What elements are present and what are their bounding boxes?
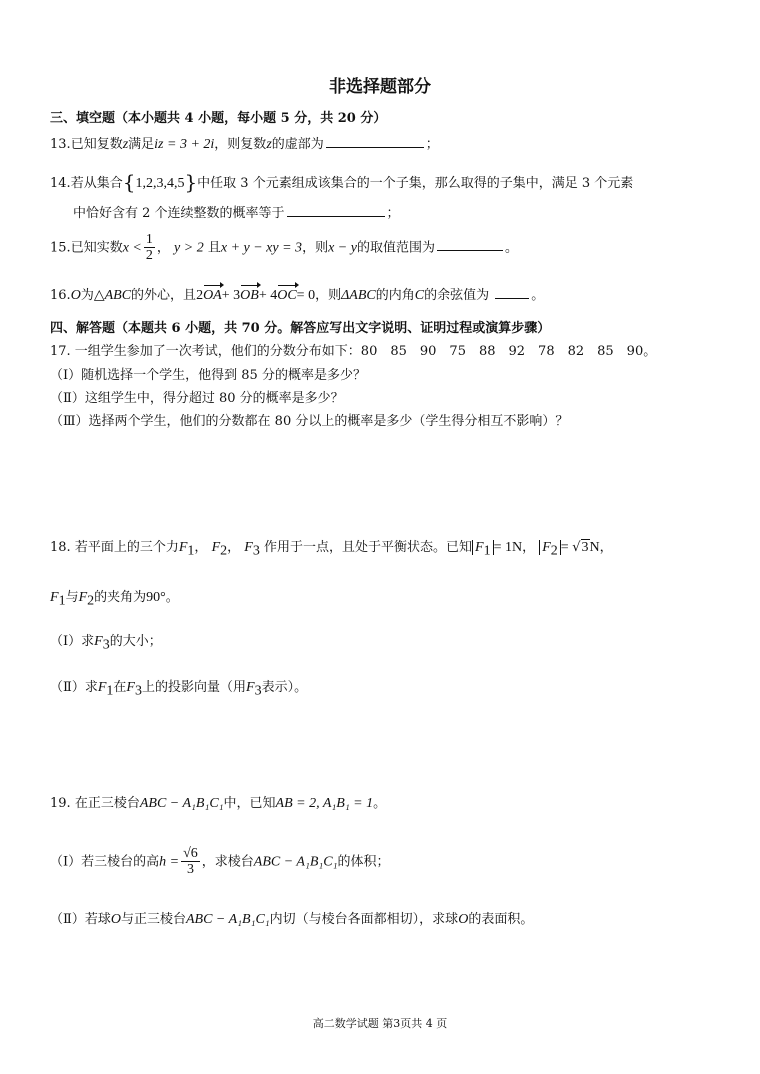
question-16: 16.O为△ABC的外心，且2OA+ 3OB+ 4OC= 0，则ΔABC的内角C的余弦值为 。 xyxy=(50,288,545,303)
question-17-part1: （Ⅰ）随机选择一个学生，他得到 85 分的概率是多少？ xyxy=(50,368,366,383)
answer-blank xyxy=(326,146,424,148)
question-14-line1: 14.若从集合{1,2,3,4,5}中任取 3 个元素组成该集合的一个子集，那么取得的子集中，满足 3 个元素 xyxy=(50,170,634,194)
question-17-part2: （Ⅱ）这组学生中，得分超过 80 分的概率是多少？ xyxy=(50,391,344,406)
page-footer: 高二数学试题 第3页共 4 页 xyxy=(312,1017,448,1030)
question-14-line2: 中恰好含有 2 个连续整数的概率等于 ； xyxy=(73,206,400,221)
fraction-root6-over-3: $\frac{√6}{3}$ xyxy=(183,846,198,878)
page-title: 非选择题部分 xyxy=(329,77,431,97)
fraction-one-half: $\frac{1}{2}$ xyxy=(145,232,153,264)
question-18-line2: $F_1$与$F_2$的夹角为90°。 xyxy=(50,590,179,609)
question-19-stem: 19. 在正三棱台ABC − A₁B₁C₁中，已知AB = 2, A₁B₁ = 1。 xyxy=(50,796,387,811)
section-3-heading: 三、填空题（本小题共 4 小题，每小题 5 分，共 20 分） xyxy=(50,111,387,126)
question-17-stem: 17. 一组学生参加了一次考试，他们的分数分布如下：80 85 90 75 88 92 78 82 85 90。 xyxy=(50,344,657,359)
question-13: 13.已知复数z满足iz = 3 + 2i，则复数z的虚部为 ； xyxy=(50,137,439,152)
answer-blank xyxy=(287,215,385,217)
question-18-part2: （Ⅱ）求$F_1$在$F_3$上的投影向量（用$F_3$表示）。 xyxy=(50,680,308,699)
question-15: 15.已知实数x < $\frac{1}{2}$ ， y > 2 且x + y − xy = 3，则x − y的取值范围为 。 xyxy=(50,232,518,264)
section-4-heading: 四、解答题（本题共 6 小题，共 70 分。解答应写出文字说明、证明过程或演算步骤） xyxy=(50,321,551,336)
question-19-part2: （Ⅱ）若球O与正三棱台ABC − A₁B₁C₁内切（与棱台各面都相切），求球O的表面积。 xyxy=(50,912,534,927)
answer-blank xyxy=(495,297,529,299)
answer-blank xyxy=(437,249,503,251)
question-18-line1: 18. 若平面上的三个力$F_1$， $F_2$， $F_3$ 作用于一点，且处于平衡状态。已知 $F_1 = 1N$， $F_2 = √3N$， xyxy=(50,540,613,559)
question-17-part3: （Ⅲ）选择两个学生，他们的分数都在 80 分以上的概率是多少（学生得分相互不影响）？ xyxy=(50,414,569,429)
question-19-part1: （Ⅰ）若三棱台的高h = $\frac{√6}{3}$ ，求棱台ABC − A₁B₁C₁的体积； xyxy=(50,846,390,878)
question-18-part1: （Ⅰ）求$F_3$的大小； xyxy=(50,634,162,653)
